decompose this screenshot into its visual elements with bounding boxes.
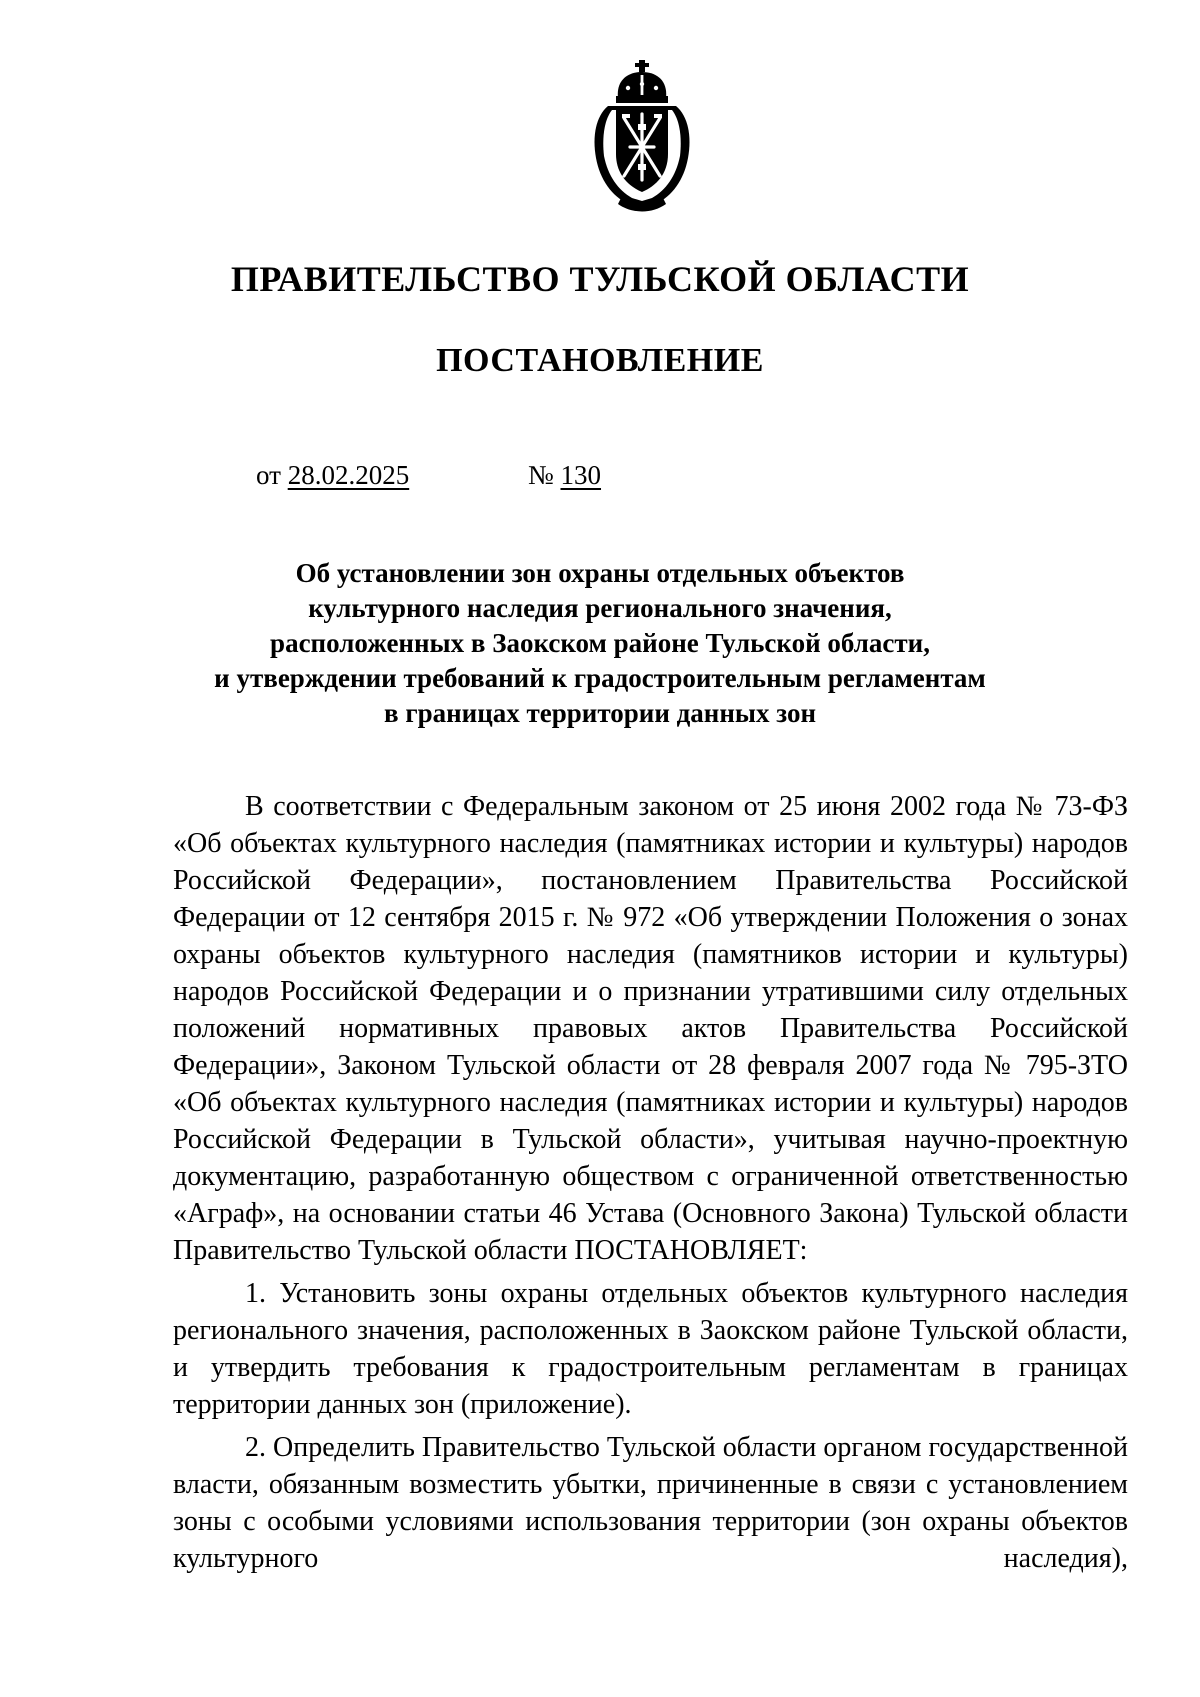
date-prefix: от xyxy=(256,460,281,490)
document-date xyxy=(256,460,409,491)
item-2-paragraph: 2. Определить Правительство Тульской области органом государственной власти, обязанным возместить убытки, причиненные в связи с установлением зоны с особыми условиями использования территории (зон охраны объектов культурного наследия), xyxy=(173,1432,1128,1574)
preamble-paragraph: В соответствии с Федеральным законом от 25 июня 2002 года № 73-ФЗ «Об объектах культурного наследия (памятниках истории и культуры) народов Российской Федерации», постановлением Правительства Российской Федерации от 12 сентября 2015 г. № 972 «Об утверждении Положения о зонах охраны объектов культурного наследия (памятников истории и культуры) народов Российской Федерации и о признании утратившими силу отдельных положений нормативных правовых актов Правительства Российской Федерации», Законом Тульской области от 28 февраля 2007 года № 795-ЗТО «Об объектах культурного наследия (памятниках истории и культуры) народов Российской Федерации в Тульской области», учитывая научно-проектную документацию, разработанную обществом с ограниченной ответственностью «Аграф», на основании статьи 46 Устава (Основного Закона) Тульской области Правительство Тульской области ПОСТАНОВЛЯЕТ: xyxy=(173,791,1128,1266)
item-1-paragraph: 1. Установить зоны охраны отдельных объектов культурного наследия регионального значения, расположенных в Заокском районе Тульской области, и утвердить требования к градостроительным регламентам в границах территории данных зон (приложение). xyxy=(173,1278,1128,1420)
document-body xyxy=(173,788,1128,1577)
number-prefix: № xyxy=(528,460,554,490)
tula-region-coat-of-arms-icon xyxy=(582,58,702,214)
title-line: расположенных в Заокском районе Тульской области, xyxy=(270,628,930,658)
number-value: 130 xyxy=(560,460,602,490)
document-type: ПОСТАНОВЛЕНИЕ xyxy=(436,342,764,379)
title-line: в границах территории данных зон xyxy=(384,698,816,728)
document-number xyxy=(528,460,601,491)
title-line: культурного наследия регионального значения, xyxy=(308,593,892,623)
document-title xyxy=(160,556,1040,731)
title-line: Об установлении зон охраны отдельных объектов xyxy=(295,558,905,588)
organization-name: ПРАВИТЕЛЬСТВО ТУЛЬСКОЙ ОБЛАСТИ xyxy=(230,259,970,299)
date-value: 28.02.2025 xyxy=(287,460,410,490)
title-line: и утверждении требований к градостроительным регламентам xyxy=(214,663,986,693)
